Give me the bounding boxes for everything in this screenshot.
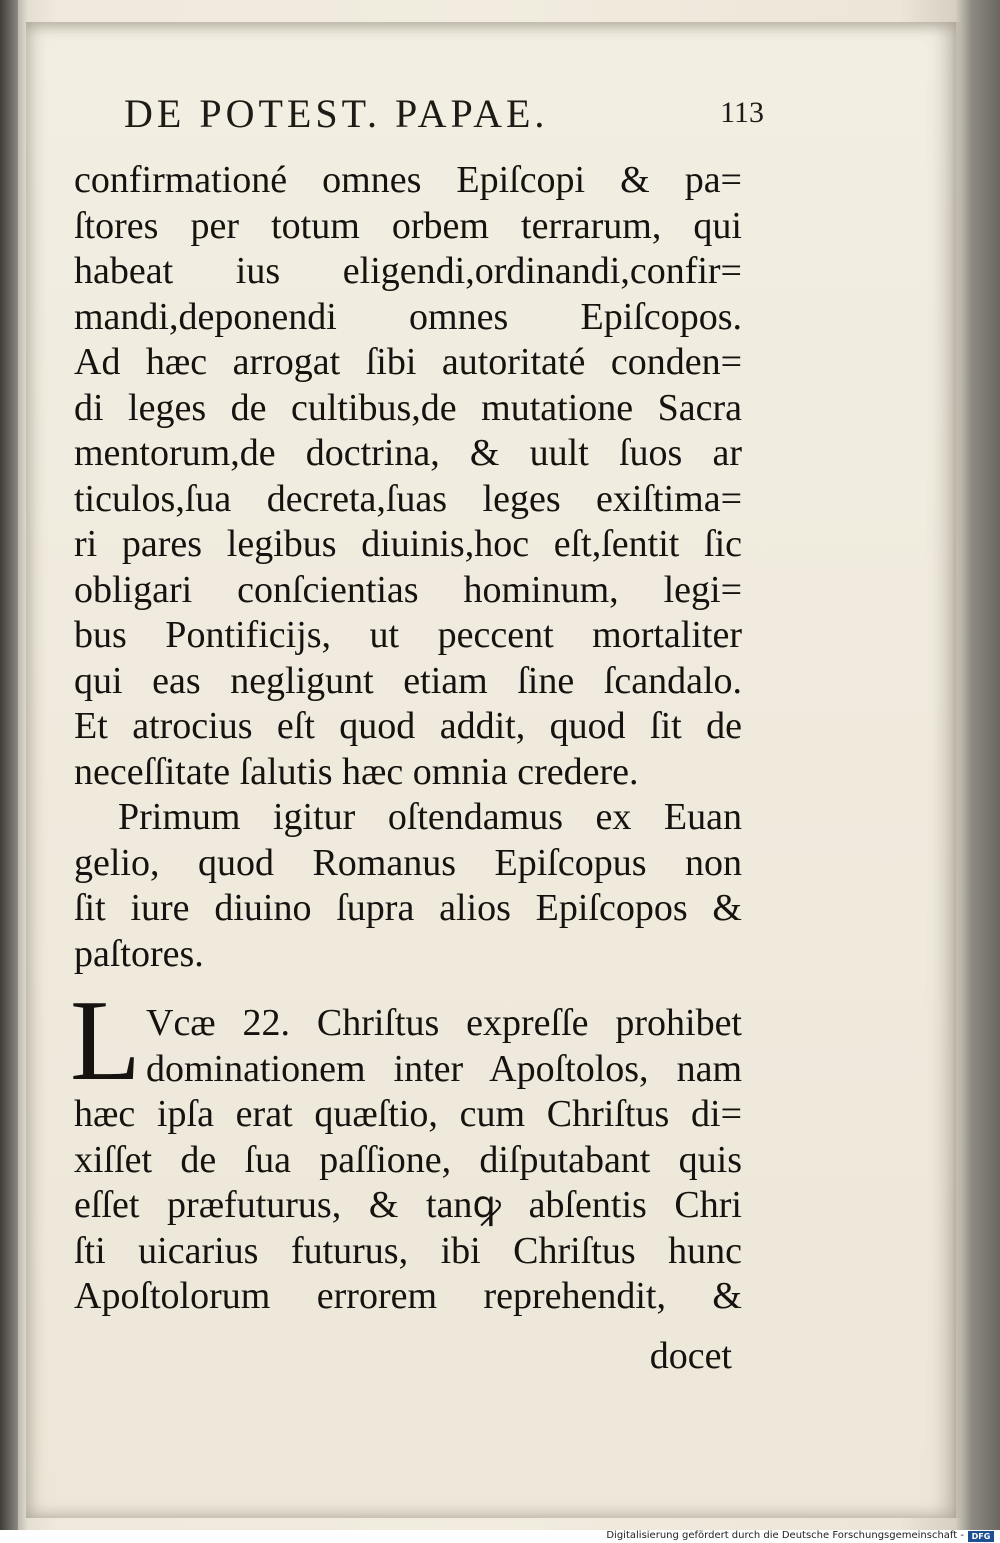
text-line: xiſſet de ſua paſſione, diſputabant quis [74, 1138, 742, 1181]
text-line: habeat ius eligendi,ordinandi,confir= [74, 250, 742, 292]
paragraph-1 [74, 158, 742, 795]
funding-credit: Digitalisierung gefördert durch die Deutsche Forschungsgemeinschaft - [606, 1530, 964, 1541]
paragraph-2 [74, 795, 742, 977]
running-header [124, 90, 764, 142]
text-line: Ad hæc arrogat ſibi autoritaté conden= [74, 341, 742, 383]
drop-cap: L [70, 977, 141, 1105]
text-line: Et atrocius eſt quod addit, quod ſit de [74, 705, 742, 747]
paragraph-3 [70, 977, 742, 1320]
text-line: bus Pontificijs, ut peccent mortaliter [74, 614, 742, 656]
dfg-logo-icon: DFG [968, 1531, 994, 1542]
page-number: 113 [720, 96, 764, 129]
catchword: docet [649, 1335, 732, 1377]
text-line: mentorum,de doctrina, & uult ſuos ar [74, 432, 742, 474]
text-line: dominationem inter Apoſtolos, nam [146, 1047, 742, 1090]
text-line: hæc ipſa erat quæſtio, cum Chriſtus di= [74, 1093, 742, 1135]
text-line: ticulos,ſua decreta,ſuas leges exiſtima= [74, 477, 742, 520]
text-line: ſtores per totum orbem terrarum, qui [74, 204, 742, 247]
paragraph-gap [74, 977, 742, 1001]
running-head-title: DE POTEST. PAPAE. [124, 91, 549, 136]
text-block [70, 158, 742, 1320]
text-line: qui eas negligunt etiam ſine ſcandalo. [74, 659, 742, 702]
text-line: paſtores. [74, 932, 204, 975]
text-line: Vcæ 22. Chriſtus expreſſe prohibet [146, 1002, 742, 1044]
footer-bar [0, 1530, 1000, 1543]
text-line: confirmationé omnes Epiſcopi & pa= [74, 159, 742, 201]
page-fold-shadow [952, 22, 962, 1518]
book-spine [0, 0, 18, 1530]
text-line: mandi,deponendi omnes Epiſcopos. [74, 295, 742, 338]
text-line: eſſet præfuturus, & tanꝙ abſentis Chri [74, 1184, 742, 1226]
text-line: ri pares legibus diuinis,hoc eſt,ſentit ſic [74, 523, 742, 565]
text-line: gelio, quod Romanus Epiſcopus non [74, 841, 742, 884]
text-line: ſti uicarius futurus, ibi Chriſtus hunc [74, 1229, 742, 1272]
text-line: di leges de cultibus,de mutatione Sacra [74, 386, 742, 429]
text-line: neceſſitate ſalutis hæc omnia credere. [74, 750, 639, 793]
text-line: Apoſtolorum errorem reprehendit, & [74, 1275, 742, 1317]
text-line: ſit iure diuino ſupra alios Epiſcopos & [74, 887, 742, 929]
text-line: obligari conſcientias hominum, legi= [74, 568, 742, 611]
text-line: Primum igitur oſtendamus ex Euan [118, 796, 742, 838]
